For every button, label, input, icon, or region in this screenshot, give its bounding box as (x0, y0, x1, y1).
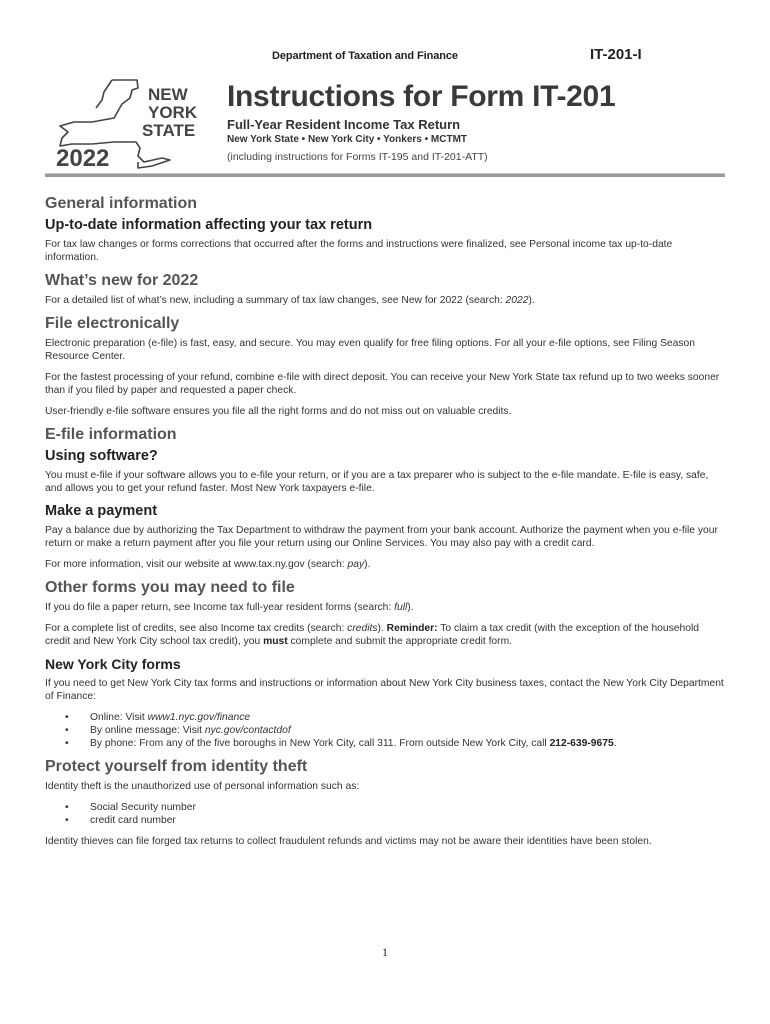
section-efile-information (45, 426, 725, 571)
heading-other-forms: Other forms you may need to file (45, 579, 295, 596)
form-id: IT-201-I (590, 46, 642, 63)
heading-general: General information (45, 195, 198, 212)
list-item-online-message: • By online message: Visit nyc.gov/contactdof (90, 724, 725, 737)
including-note: (including instructions for Forms IT-195 and IT-201-ATT) (227, 151, 488, 163)
section-other-forms (45, 579, 725, 648)
section-nyc-forms (45, 656, 725, 750)
svg-text:YORK: YORK (148, 103, 198, 122)
identity-closing-text: Identity thieves can file forged tax returns to collect fraudulent refunds and victims may not be aware their identities have been stolen. (45, 836, 652, 847)
header-divider (45, 173, 725, 177)
main-content (45, 195, 725, 856)
efile-paragraph-2: For the fastest processing of your refund, combine e-file with direct deposit. You can receive your New York State tax refund up to two weeks sooner than if you filed by paper and requested a paper check. (45, 372, 720, 396)
efile-paragraph-3: User-friendly e-file software ensures you file all the right forms and do not miss out on valuable credits. (45, 406, 512, 417)
heading-make-payment: Make a payment (45, 503, 158, 519)
page-subtitle: Full-Year Resident Income Tax Return (227, 117, 461, 132)
svg-text:STATE: STATE (142, 121, 196, 140)
nyc-forms-text: If you need to get New York City tax forms and instructions or information about New York City business taxes, contact the New York City Department of Finance: (45, 678, 724, 702)
heading-nyc-forms: New York City forms (45, 656, 181, 672)
section-general (45, 195, 725, 264)
efile-paragraph-1: Electronic preparation (e-file) is fast, easy, and secure. You may even qualify for free filing options. For all your e-file options, see Filing Season Resource Center. (45, 338, 695, 362)
svg-text:2022: 2022 (56, 145, 110, 170)
payment-paragraph-1: Pay a balance due by authorizing the Tax Department to withdraw the payment from your bank account. Authorize the payment when you e-file your return or make a return payment after you file your return using our Online Services. You may also pay with a credit card. (45, 525, 718, 549)
heading-identity-theft: Protect yourself from identity theft (45, 758, 308, 775)
section-file-electronically (45, 315, 725, 418)
page-number: 1 (382, 945, 388, 959)
heading-uptodate: Up-to-date information affecting your tax return (45, 217, 373, 233)
heading-efile-information: E-file information (45, 426, 177, 443)
payment-paragraph-2: For more information, visit our website at www.tax.ny.gov (search: pay). (45, 559, 371, 570)
department-name: Department of Taxation and Finance (272, 50, 458, 62)
reminder-label: Reminder: (386, 623, 438, 634)
whats-new-text: For a detailed list of what’s new, including a summary of tax law changes, see New for 2022 (search: 2022). (45, 295, 535, 306)
using-software-text: You must e-file if your software allows you to e-file your return, or if you are a tax preparer who is subject to the e-file mandate. E-file is easy, safe, and allows you to get your refund faster. Most New York taxpayers e-file. (45, 470, 709, 494)
list-item-online: • Online: Visit www1.nyc.gov/finance (90, 711, 725, 724)
uptodate-text: For tax law changes or forms corrections that occurred after the forms and instructions were finalized, see Personal income tax up-to-date information. (45, 239, 673, 263)
list-item: • credit card number (90, 814, 725, 827)
page-title: Instructions for Form IT-201 (227, 80, 616, 113)
heading-file-electronically: File electronically (45, 315, 180, 332)
new-york-state-map-icon (52, 78, 202, 170)
jurisdictions: New York State • New York City • Yonkers • MCTMT (227, 134, 468, 145)
identity-info-list (45, 801, 725, 827)
nys-logo (52, 78, 202, 170)
section-whats-new (45, 272, 725, 307)
other-forms-paragraph-1: If you do file a paper return, see Income tax full-year resident forms (search: full). (45, 602, 414, 613)
other-forms-paragraph-2: For a complete list of credits, see also Income tax credits (search: credits). Reminder: To claim a tax credit (with the exception of the household credit and New York City school tax credit), you must complete and submit the appropriate credit form. (45, 623, 699, 647)
section-identity-theft (45, 758, 725, 848)
list-item-phone: • By phone: From any of the five boroughs in New York City, call 311. From outside New York City, call 212-639-9675. (90, 737, 725, 750)
svg-text:NEW: NEW (148, 85, 188, 104)
heading-whats-new: What’s new for 2022 (45, 272, 199, 289)
identity-theft-text: Identity theft is the unauthorized use of personal information such as: (45, 781, 360, 792)
heading-using-software: Using software? (45, 448, 158, 464)
nyc-contact-list (45, 711, 725, 750)
list-item: • Social Security number (90, 801, 725, 814)
